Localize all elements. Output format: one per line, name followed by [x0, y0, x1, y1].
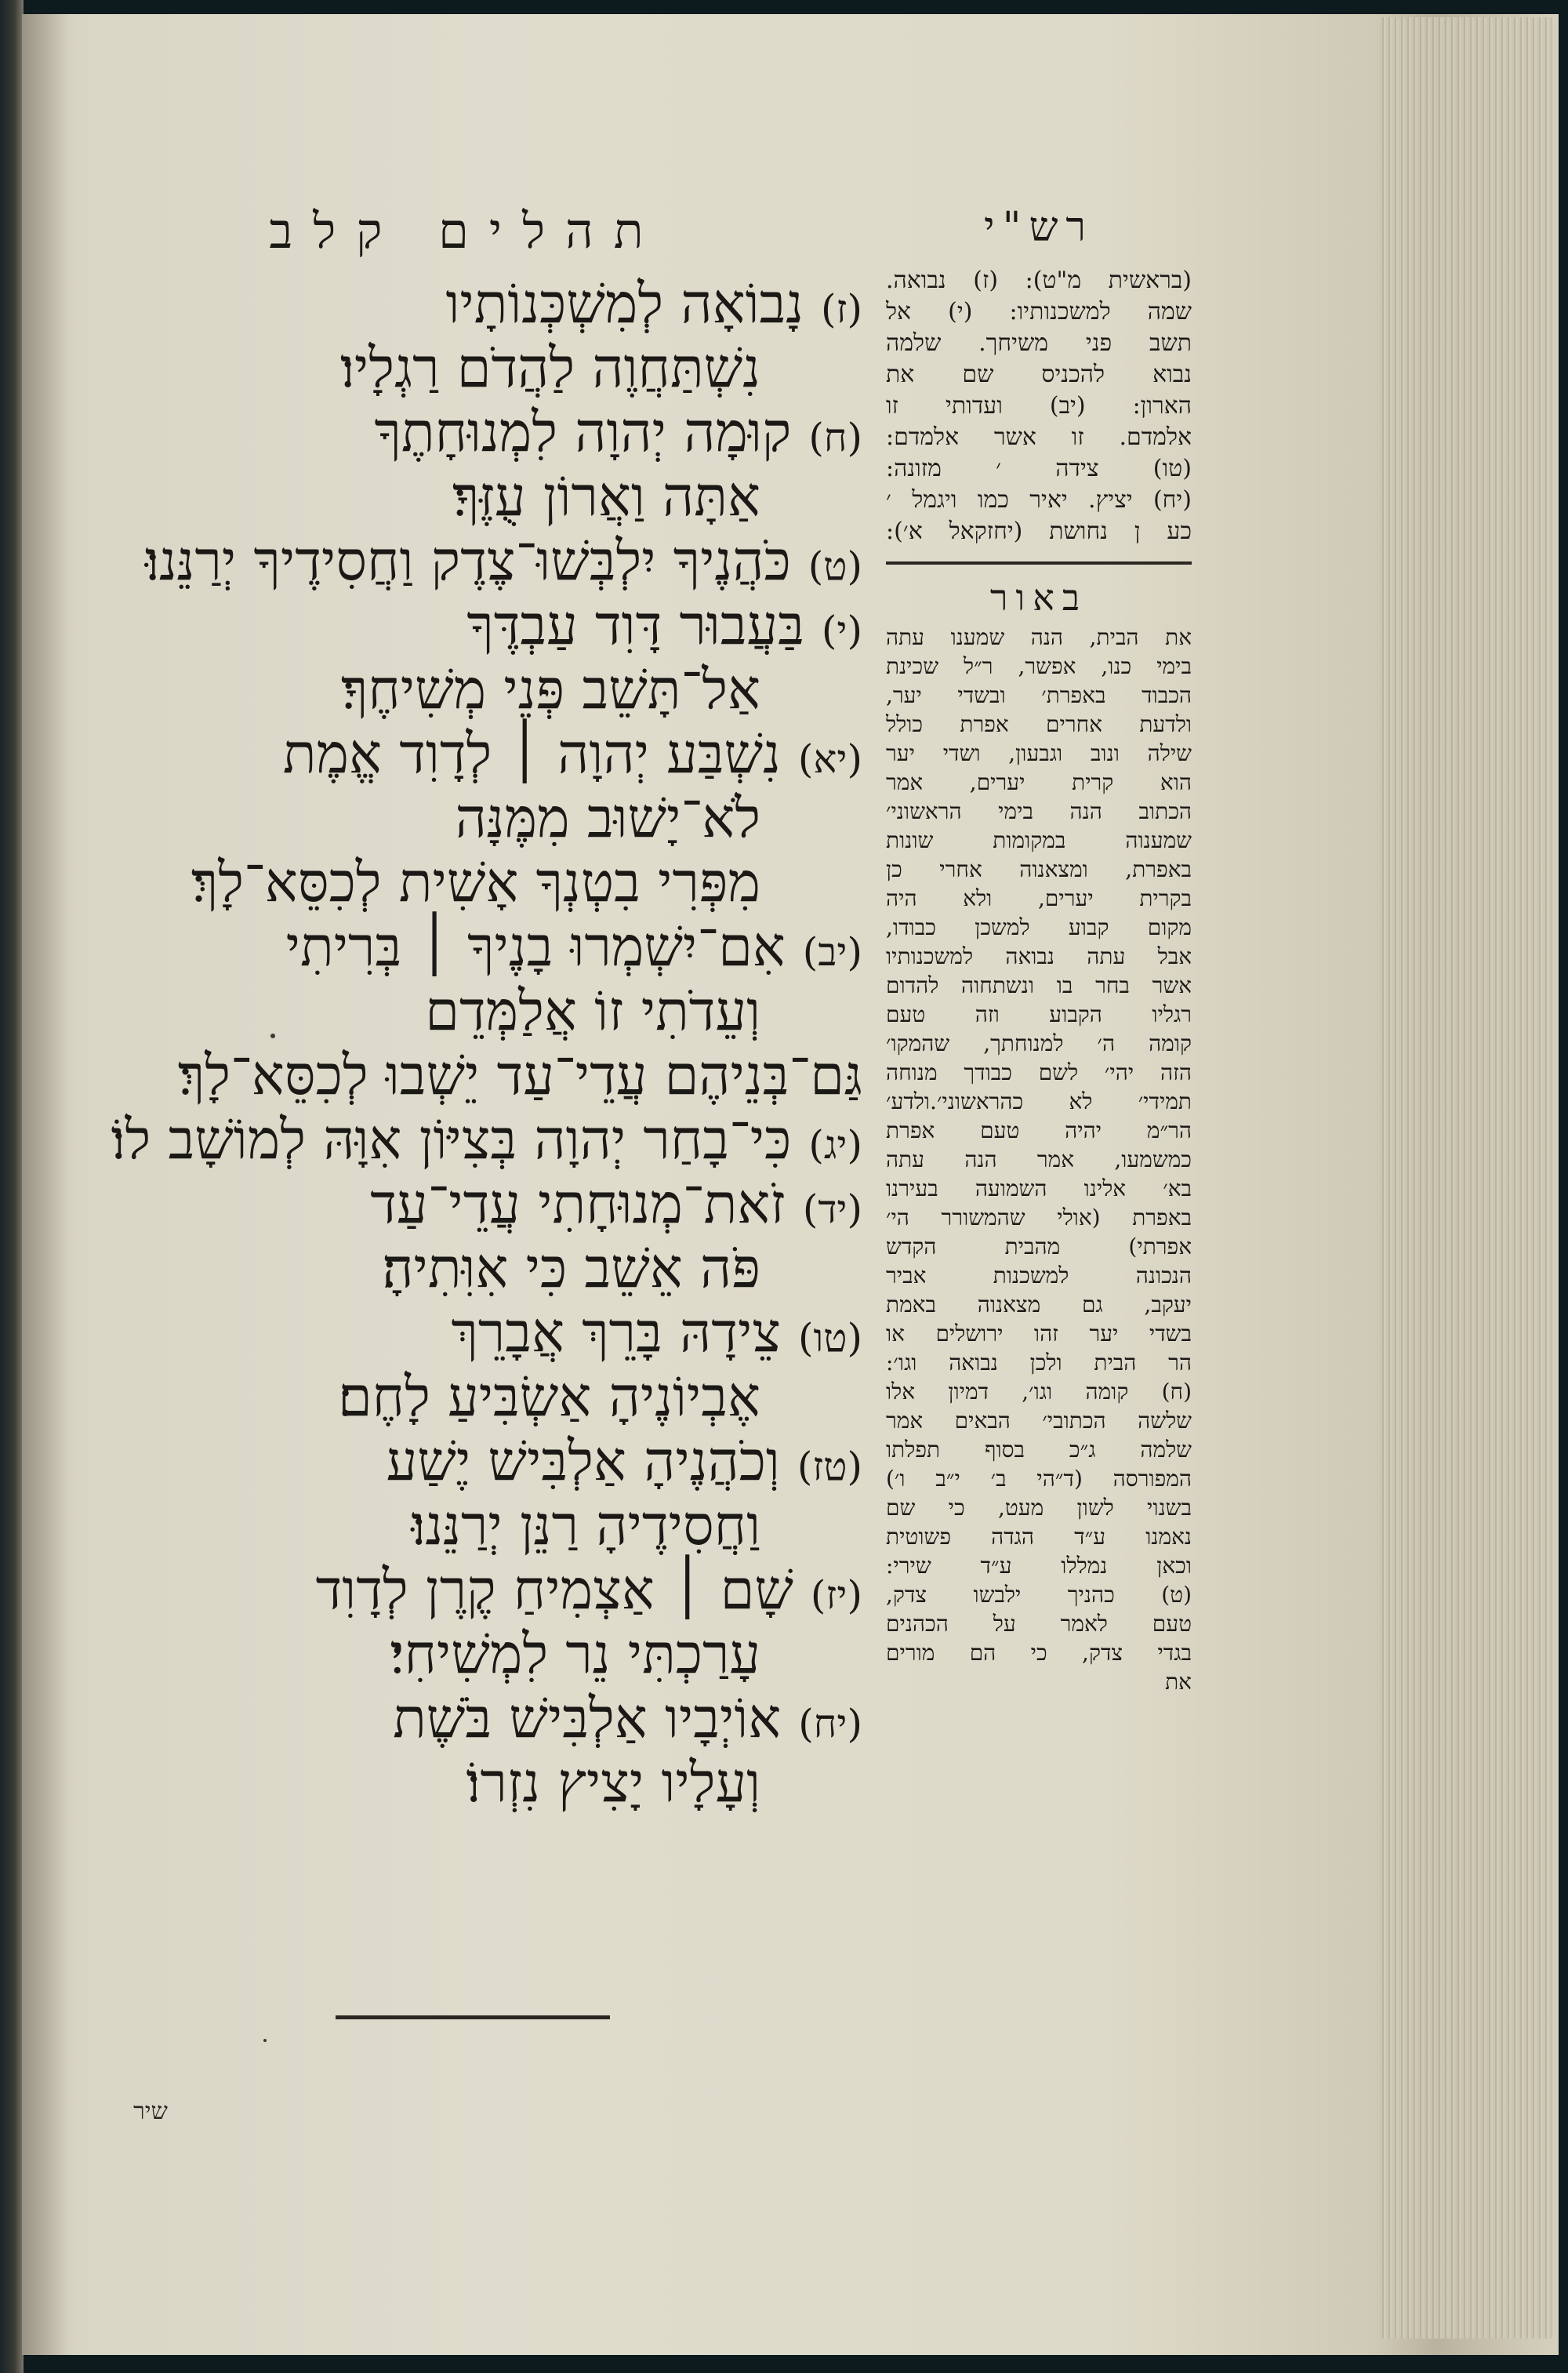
verse-text: גַּם־בְּנֵיהֶם עֲדֵי־עַד יֵשְׁבוּ לְכִסֵּא־לָךְ׃: [177, 1043, 862, 1107]
verse-lines: [111, 271, 862, 1815]
rashi-line: (טו) צידה ׳ מזונה:: [886, 455, 1192, 482]
verse-number: (יג): [808, 1122, 862, 1168]
biur-line: (ח) קומה וגו׳, דמיון אלו: [886, 1379, 1192, 1405]
verse-line: [118, 786, 862, 850]
biur-line: את: [1165, 1669, 1192, 1695]
verse-number: (יב): [802, 929, 862, 975]
biur-line: נאמנו ע״ד הגדה פשוטית: [886, 1524, 1192, 1550]
biur-line: וכאן נמללו ע״ד שירי:: [886, 1553, 1192, 1579]
biur-line: אבל עתה נבואה למשכנותיו: [886, 943, 1192, 969]
ink-speck: [270, 1034, 275, 1038]
verse-line: [118, 1172, 862, 1236]
verse-text: אֶבְיוֹנֶיהָ אַשְׂבִּיעַ לָחֶם׃: [337, 1365, 760, 1429]
verse-line: [118, 1429, 862, 1493]
biur-line: באפרת, ומצאנוה אחרי כן: [886, 856, 1192, 882]
verse-text: אַתָּה וַאֲרוֹן עֻזֶּךָ׃: [452, 464, 760, 529]
rashi-line: (יח) יציץ. יאיר כמו ויגמל ׳: [886, 486, 1192, 514]
verse-text: אִם־יִשְׁמְרוּ בָנֶיךָ ׀ בְּרִיתִי: [285, 914, 786, 979]
page-stack-edges: [1380, 17, 1552, 2338]
verse-text: נָבוֹאָה לְמִשְׁכְּנוֹתָיו: [445, 271, 804, 336]
verse-text: מִפְּרִי בִטְנְךָ אָשִׁית לְכִסֵּא־לָךְ׃: [191, 850, 760, 914]
verse-line: [118, 1300, 862, 1365]
rashi-line: שמה למשכנותיו: (י) אל: [886, 298, 1192, 325]
verse-text: נִשְׁבַּע יְהוָה ׀ לְדָוִד אֱמֶת: [282, 721, 781, 786]
biur-line: בקרית יערים, ולא היה: [886, 885, 1192, 911]
verse-text: וְעֵדֹתִי זוֹ אֲלַמְּדֵם: [425, 979, 760, 1043]
biur-line: בגדי צדק, כי הם מורים: [886, 1640, 1192, 1666]
biur-heading: באור: [989, 576, 1088, 619]
verse-line: [118, 979, 862, 1043]
biur-line: טעם לאמר על הכהנים: [886, 1611, 1192, 1637]
biur-line: כמשמעו, אמר הנה עתה: [886, 1147, 1192, 1172]
verse-line: [118, 914, 862, 979]
biur-line: בשדי יער זהו ירושלים או: [886, 1321, 1192, 1346]
book-binding-edge: [0, 0, 24, 2373]
verse-text: אוֹיְבָיו אַלְבִּישׁ בֹּשֶׁת: [393, 1686, 782, 1750]
verse-number: (ז): [821, 286, 862, 332]
psalm-text-column: [111, 196, 862, 1815]
verse-text: שָׁם ׀ אַצְמִיחַ קֶרֶן לְדָוִד: [315, 1557, 793, 1622]
rashi-text: [886, 265, 1192, 547]
verse-line: [118, 1043, 862, 1107]
rashi-line: כע ן נחושת (יחזקאל א׳):: [886, 518, 1192, 545]
biur-line: קומה ה׳ למנוחתך, שהמקו׳: [886, 1030, 1192, 1056]
biur-line: הר״מ יהיה טעם אפרת: [886, 1117, 1192, 1143]
verse-line: [118, 1365, 862, 1429]
verse-number: (י): [821, 608, 862, 653]
biur-line: ולדעת אחרים אפרת כולל: [886, 711, 1192, 737]
commentary-divider: [886, 561, 1192, 565]
biur-line: שמענוה במקומות שונות: [886, 827, 1192, 853]
verse-line: [111, 1107, 862, 1172]
commentary-column: [886, 196, 1192, 1696]
verse-line: [118, 1686, 862, 1750]
biur-line: שלמה ג״כ בסוף תפלתו: [886, 1437, 1192, 1463]
biur-line: בא׳ אלינו השמועה בעירנו: [886, 1176, 1192, 1201]
verse-number: (יא): [797, 736, 862, 782]
verse-line: [118, 850, 862, 914]
verse-line: [118, 1236, 862, 1300]
verse-text: אַל־תָּשֵׁב פְּנֵי מְשִׁיחֶךָ׃: [340, 657, 760, 721]
biur-line: בימי כנו, אפשר, ר״ל שכינת: [886, 653, 1192, 679]
biur-line: הכתוב הנה בימי הראשוני׳: [886, 798, 1192, 824]
verse-line: [118, 1557, 862, 1622]
verse-line: [118, 721, 862, 786]
biur-line: הוא קרית יערים, אמר: [886, 769, 1192, 795]
verse-line: [118, 400, 862, 464]
verse-text: פֹּה אֵשֵׁב כִּי אִוִּתִיהָ׃: [382, 1236, 760, 1300]
biur-line: אשר בחר בו ונשתחוה להדום: [886, 972, 1192, 998]
verse-number: (טו): [797, 1315, 862, 1361]
biur-line: את הבית, הנה שמענו עתה: [886, 624, 1192, 650]
verse-text: זֹאת־מְנוּחָתִי עֲדֵי־עַד: [370, 1172, 786, 1236]
biur-line: באפרת (אולי שהמשורר הי׳: [886, 1205, 1192, 1230]
verse-line: [118, 271, 862, 336]
biur-line: שלשה הכתובי׳ הבאים אמר: [886, 1408, 1192, 1434]
biur-line: אפרתי) מהבית הקדש: [886, 1234, 1192, 1259]
biur-text: [886, 623, 1192, 1696]
biur-line: רגליו הקבוע וזה טעם: [886, 1001, 1192, 1027]
verse-text: כֹּהֲנֶיךָ יִלְבְּשׁוּ־צֶדֶק וַחֲסִידֶיךָ יְרַנֵּנוּ׃: [145, 529, 791, 593]
verse-number: (ח): [808, 415, 862, 460]
gutter-shadow: [22, 14, 69, 2355]
catchword: שיר: [133, 2098, 168, 2125]
verse-text: כִּי־בָחַר יְהוָה בְּצִיּוֹן אִוָּהּ לְמוֹשָׁב לוֹ׃: [111, 1107, 792, 1172]
rashi-line: הארון: (יב) ועדותי זו: [886, 392, 1192, 420]
biur-line: המפורסה (ד״הי ב׳ י״ב ו׳): [886, 1466, 1192, 1492]
verse-text: קוּמָה יְהוָה לִמְנוּחָתֶךָ: [374, 400, 792, 464]
biur-line: מקום קבוע למשכן כבודו,: [886, 914, 1192, 940]
verse-number: (יח): [798, 1701, 862, 1746]
ink-speck: [263, 2039, 267, 2042]
verse-text: נִשְׁתַּחֲוֶה לַהֲדֹם רַגְלָיו׃: [340, 336, 760, 400]
verse-number: (יד): [802, 1186, 862, 1232]
verse-number: (ט): [808, 543, 862, 589]
verse-line: [118, 336, 862, 400]
biur-line: הכבוד באפרת׳ ובשדי יער,: [886, 682, 1192, 708]
verse-line: [118, 464, 862, 529]
rashi-line: (בראשית מ"ט): (ז) נבואה.: [886, 267, 1192, 294]
biur-line: הזה יהי׳ לשם כבודך מנוחה: [886, 1059, 1192, 1085]
verse-text: בַּעֲבוּר דָּוִד עַבְדֶּךָ: [466, 593, 804, 657]
biur-line: יעקב, גם מצאנוה באמת: [886, 1292, 1192, 1317]
biur-line: הר הבית ולכן נבואה וגו׳:: [886, 1350, 1192, 1375]
rashi-line: תשב פני משיחך. שלמה: [886, 329, 1192, 357]
verse-number: (טז): [797, 1444, 862, 1489]
verse-text: צֵידָהּ בָּרֵךְ אֲבָרֵךְ: [451, 1300, 781, 1365]
verse-text: וְכֹהֲנֶיהָ אַלְבִּישׁ יֶשַׁע: [386, 1429, 780, 1493]
verse-text: לֹא־יָשׁוּב מִמֶּנָּה: [455, 786, 760, 850]
rashi-heading: רש"י: [984, 204, 1094, 251]
verse-line: [118, 1750, 862, 1815]
rashi-line: אלמדם. זו אשר אלמדם:: [886, 423, 1192, 451]
biur-line: (ט) כהניך ילבשו צדק,: [886, 1582, 1192, 1608]
verse-line: [118, 1493, 862, 1557]
verse-line: [118, 1622, 862, 1686]
verse-line: [118, 529, 862, 593]
page-title: תהלים קלב: [269, 202, 664, 260]
verse-text: עָרַכְתִּי נֵר לִמְשִׁיחִי׃: [390, 1622, 760, 1686]
biur-line: הנכונה למשכנות אביר: [886, 1263, 1192, 1288]
verse-text: וְעָלָיו יָצִיץ נִזְרוֹ׃: [466, 1750, 760, 1815]
verse-number: (יז): [810, 1572, 862, 1618]
end-rule: [336, 2015, 610, 2019]
verse-text: וַחֲסִידֶיהָ רַנֵּן יְרַנֵּנוּ׃: [411, 1493, 760, 1557]
verse-line: [118, 593, 862, 657]
verse-line: [118, 657, 862, 721]
biur-line: תמידי׳ לא כהראשוני׳.ולדע׳: [886, 1088, 1192, 1114]
biur-line: שילה ונוב וגבעון, ושדי יער: [886, 740, 1192, 766]
biur-line: בשנוי לשון מעט, כי שם: [886, 1495, 1192, 1521]
rashi-line: נבוא להכניס שם את: [886, 361, 1192, 388]
